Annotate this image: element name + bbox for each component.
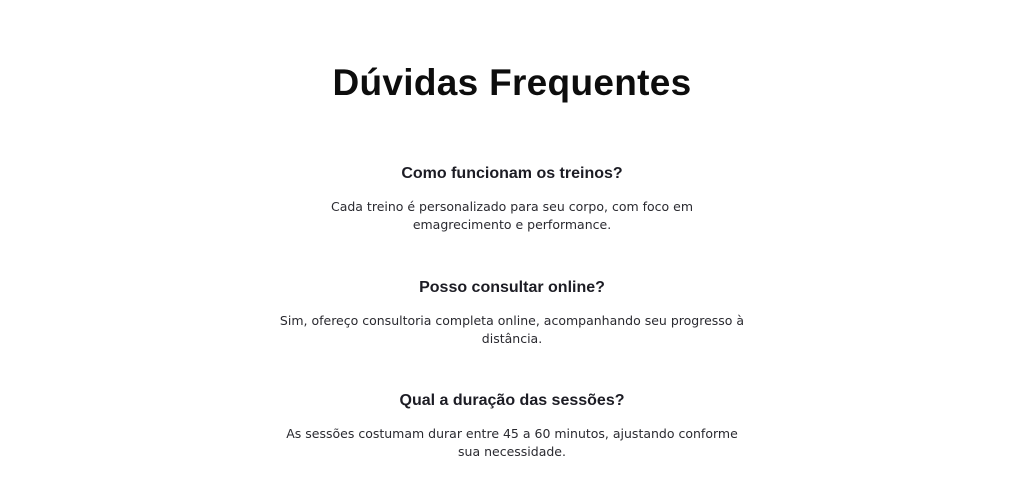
faq-answer: As sessões costumam durar entre 45 a 60 minutos, ajustando conforme sua necessidade. (286, 426, 738, 459)
faq-answer: Sim, ofereço consultoria completa online, acompanhando seu progresso à distância. (279, 313, 745, 346)
faq-item (0, 278, 1024, 348)
faq-item (0, 164, 1024, 234)
faq-question: Qual a duração das sessões? (399, 392, 625, 409)
faq-question: Posso consultar online? (419, 279, 605, 296)
faq-answer: Cada treino é personalizado para seu corpo, com foco em emagrecimento e performance. (330, 199, 694, 232)
faq-question: Como funcionam os treinos? (401, 165, 623, 182)
faq-item (0, 391, 1024, 461)
faq-title: Dúvidas Frequentes (332, 62, 692, 103)
